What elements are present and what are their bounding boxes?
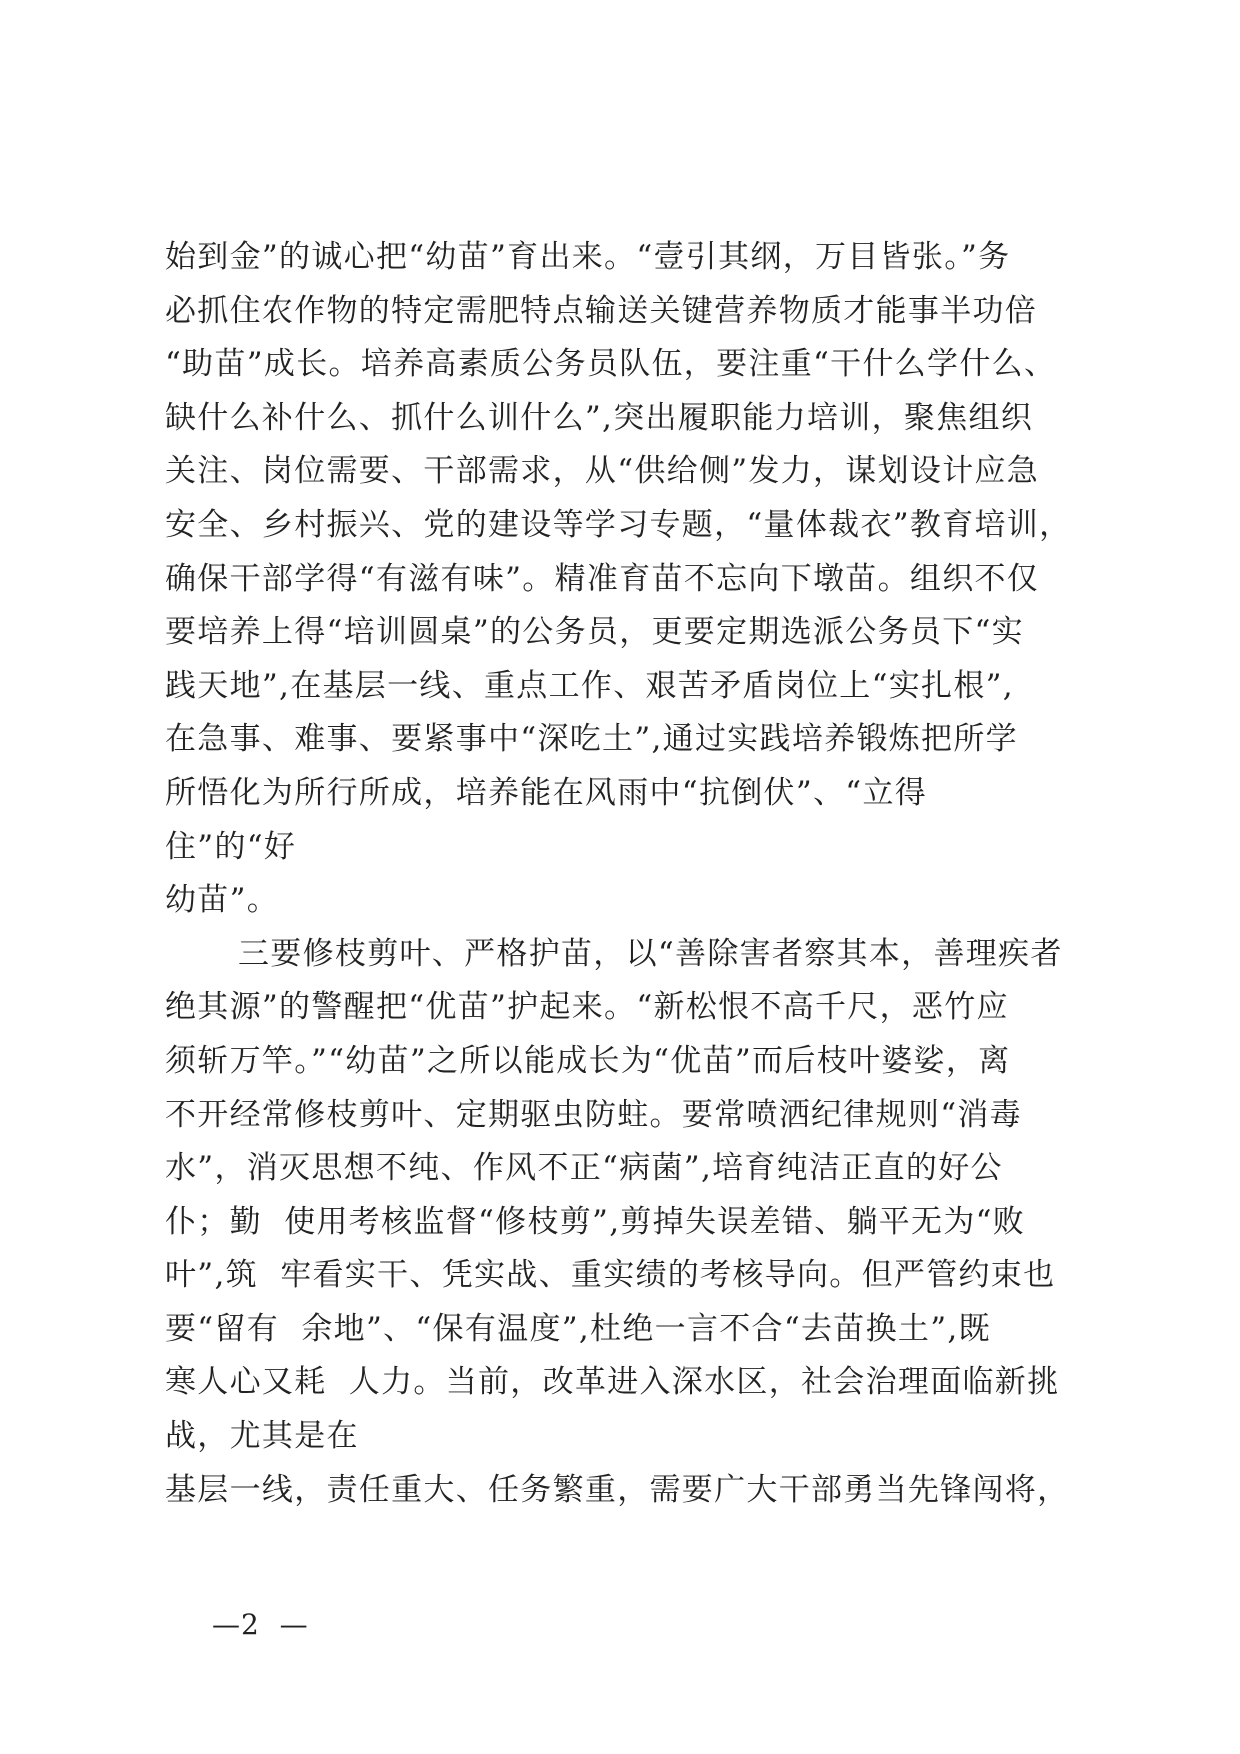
paragraph-start-line: 三要修枝剪叶、严格护苗，以“善除害者察其本，善理疾者 xyxy=(238,935,1063,972)
text-line: 幼苗”。 xyxy=(165,882,280,919)
text-line: 要“留有 余地”、“保有温度”,杜绝一言不合“去苗换土”,既 xyxy=(165,1310,991,1347)
text-line: 绝其源”的警醒把“优苗”护起来。“新松恨不高千尺，恶竹应 xyxy=(165,989,1009,1026)
text-line: 基层一线，责任重大、任务繁重，需要广大干部勇当先锋闯将， xyxy=(165,1471,1070,1508)
text-line: 关注、岗位需要、干部需求，从“供给侧”发力，谋划设计应急 xyxy=(165,453,1040,490)
text-line: 水”，消灭思想不纯、作风不正“病菌”,培育纯洁正直的好公 xyxy=(165,1150,1003,1187)
text-line: 仆；勤 使用考核监督“修枝剪”,剪掉失误差错、躺平无为“败 xyxy=(165,1203,1026,1240)
text-line: 叶”,筑 牢看实干、凭实战、重实绩的考核导向。但严管约束也 xyxy=(165,1257,1056,1294)
text-line: 在急事、难事、要紧事中“深吃土”,通过实践培养锻炼把所学 xyxy=(165,721,1018,758)
text-line: 寒人心又耗 人力。当前，改革进入深水区，社会治理面临新挑 xyxy=(165,1364,1060,1401)
text-line: 战，尤其是在 xyxy=(165,1418,359,1455)
text-line: 确保干部学得“有滋有味”。精准育苗不忘向下墩苗。组织不仅 xyxy=(165,560,1040,597)
text-line: 住”的“好 xyxy=(165,828,297,865)
text-line: 所悟化为所行所成，培养能在风雨中“抗倒伏”、“立得 xyxy=(165,774,928,811)
body-text xyxy=(165,231,1105,1517)
text-line: 安全、乡村振兴、党的建设等学习专题，“量体裁衣”教育培训， xyxy=(165,506,1072,543)
text-line: 缺什么补什么、抓什么训什么”,突出履职能力培训，聚焦组织 xyxy=(165,399,1034,436)
text-line: 要培养上得“培训圆桌”的公务员，更要定期选派公务员下“实 xyxy=(165,614,1024,651)
text-line: 不开经常修枝剪叶、定期驱虫防蛀。要常喷洒纪律规则“消毒 xyxy=(165,1096,1022,1133)
text-line: “助苗”成长。培养高素质公务员队伍，要注重“干什么学什么、 xyxy=(165,346,1057,383)
page-number: —2 — xyxy=(212,1608,309,1641)
text-line: 须斩万竿。”“幼苗”之所以能成长为“优苗”而后枝叶婆娑，离 xyxy=(165,1042,1011,1079)
text-line: 必抓住农作物的特定需肥特点输送关键营养物质才能事半功倍 xyxy=(165,292,1038,329)
text-line: 始到金”的诚心把“幼苗”育出来。“壹引其纲，万目皆张。”务 xyxy=(165,239,1011,275)
text-line: 践天地”,在基层一线、重点工作、艰苦矛盾岗位上“实扎根”, xyxy=(165,667,1014,704)
